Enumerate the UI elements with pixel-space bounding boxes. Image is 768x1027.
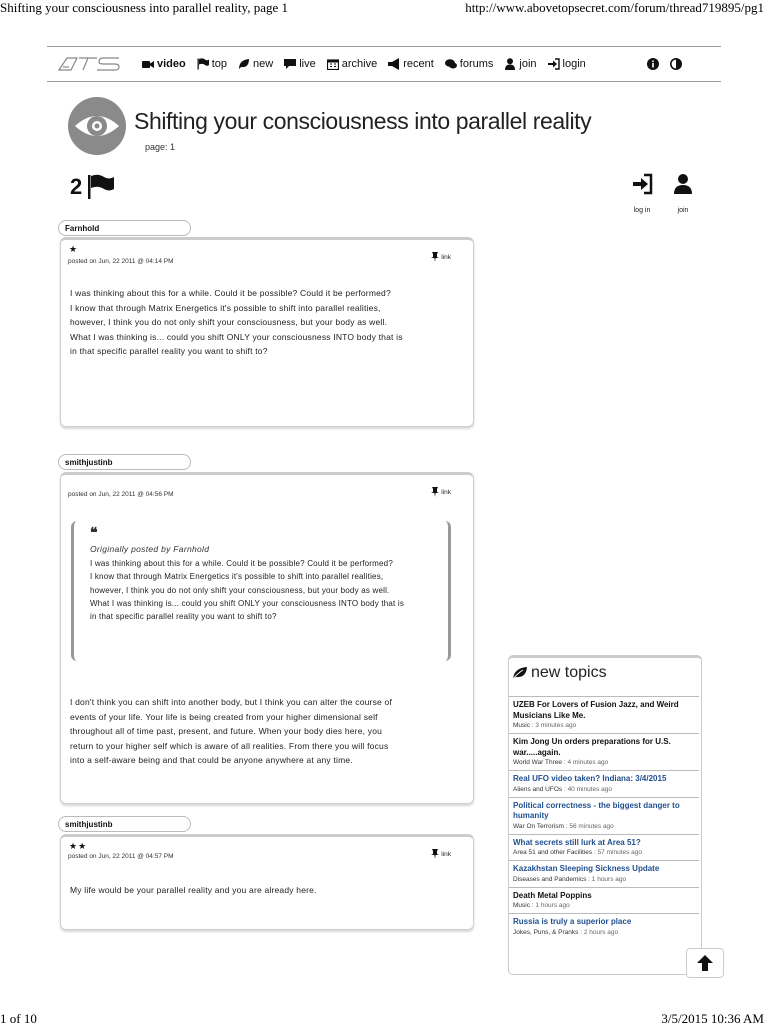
nav-item-live[interactable] xyxy=(284,58,316,70)
new-topic-title[interactable]: Real UFO video taken? Indiana: 3/4/2015 xyxy=(513,774,667,783)
new-topic-time: 4 minutes ago xyxy=(567,759,609,766)
new-topic-time: 1 hours ago xyxy=(591,875,627,883)
post-body xyxy=(70,695,392,768)
comments-icon xyxy=(445,58,457,70)
new-topic-forum[interactable]: Area 51 and other Facilities xyxy=(513,849,593,856)
text-line: I was thinking about this for a while. Could it be possible? Could it be performed? xyxy=(70,288,391,298)
new-topic-title[interactable]: UZEB For Lovers of Fusion Jazz, and Weird Musicians Like Me. xyxy=(513,700,679,720)
rank-stars: ★ xyxy=(69,244,79,254)
text-line: events of your life. Your life is being created from your higher dimensional self xyxy=(70,711,378,722)
text-line: I don't think you can shift into another body, but I think you can alter the course of xyxy=(70,697,393,707)
new-topic-forum[interactable]: Jokes, Puns, & Pranks xyxy=(513,928,579,936)
join-label: join xyxy=(677,207,689,214)
text-line: I know that through Matrix Energetics it's possible to shift into parallel realities, xyxy=(70,302,381,313)
arrow-up-icon xyxy=(696,954,714,972)
post-username[interactable]: smithjustinb xyxy=(58,816,191,832)
nav-item-label: recent xyxy=(403,58,434,70)
text-line: I know that through Matrix Energetics it's possible to shift into parallel realities, xyxy=(90,572,384,582)
new-topic-time: 40 minutes ago xyxy=(567,785,613,793)
new-topic-meta: Aliens and UFOs : 40 minutes ago xyxy=(513,785,613,793)
nav-item-label: login xyxy=(562,58,586,70)
text-line: What I was thinking is... could you shift ONLY your consciousness INTO body that is xyxy=(90,598,405,608)
new-topic-title[interactable]: Political correctness - the biggest danger to humanity xyxy=(513,800,680,820)
new-topic-item[interactable] xyxy=(509,696,699,733)
post-body xyxy=(70,883,317,898)
quote-block xyxy=(71,521,451,661)
new-topic-forum[interactable]: Music xyxy=(513,722,530,729)
nav-item-recent[interactable] xyxy=(388,58,434,70)
join-action-button[interactable] xyxy=(663,173,703,217)
post-link-label: link xyxy=(441,850,451,858)
nav-item-join[interactable] xyxy=(504,58,536,70)
nav-item-label: new xyxy=(253,58,274,70)
new-topic-meta: Area 51 and other Facilities : 57 minutes ago xyxy=(513,849,643,856)
leaf-icon xyxy=(512,666,528,680)
quote-attribution: Originally posted by Farnhold xyxy=(90,544,210,554)
contrast-toggle-icon[interactable] xyxy=(670,58,682,70)
new-topic-time: 2 hours ago xyxy=(583,928,619,936)
new-topic-meta: Jokes, Puns, & Pranks : 2 hours ago xyxy=(513,928,619,936)
nav-item-label: top xyxy=(211,58,228,70)
user-icon xyxy=(672,173,694,195)
forum-post xyxy=(60,237,474,427)
login-label: log in xyxy=(633,207,651,214)
print-header-url: http://www.abovetopsecret.com/forum/thread719895/pg1 xyxy=(465,0,764,15)
new-topics-panel xyxy=(508,655,702,975)
login-action-button[interactable] xyxy=(622,173,662,217)
post-link-label: link xyxy=(441,253,451,261)
new-topics-title: new topics xyxy=(531,664,607,681)
text-line: into a self-aware being and that could be anyone anywhere at any time. xyxy=(70,755,353,765)
new-topic-meta: War On Terrorism : 56 minutes ago xyxy=(513,822,614,830)
new-topic-item[interactable] xyxy=(509,860,699,887)
text-line: however, I think you do not only shift your consciousness, but your body as well. xyxy=(70,317,388,327)
nav-item-label: video xyxy=(157,58,186,70)
nav-item-label: forums xyxy=(459,58,494,70)
new-topic-title[interactable]: Kim Jong Un orders preparations for U.S. war.....again. xyxy=(513,737,671,757)
new-topic-title[interactable]: What secrets still lurk at Area 51? xyxy=(513,837,641,847)
post-link[interactable] xyxy=(431,252,451,262)
nav-item-archive[interactable] xyxy=(327,58,377,70)
post-link-label: link xyxy=(441,488,451,496)
rank-stars: ★★ xyxy=(69,841,88,851)
scroll-to-top-button[interactable] xyxy=(686,948,724,978)
megaphone-icon xyxy=(388,58,400,70)
new-topic-meta: Diseases and Pandemics : 1 hours ago xyxy=(513,875,627,883)
quote-mark: ❝ xyxy=(90,525,98,541)
top-navigation-bar xyxy=(47,46,721,82)
new-topic-item[interactable] xyxy=(509,913,699,940)
ats-logo[interactable] xyxy=(57,56,121,72)
nav-item-label: join xyxy=(519,58,537,70)
nav-item-top[interactable] xyxy=(197,58,227,70)
new-topic-forum[interactable]: Aliens and UFOs xyxy=(513,785,563,793)
post-timestamp: posted on Jun, 22 2011 @ 04:14 PM xyxy=(68,258,174,265)
page-indicator: page: 1 xyxy=(145,142,176,152)
new-topic-meta: Music : 3 minutes ago xyxy=(513,722,577,729)
flag-count: 2 xyxy=(70,174,83,199)
pin-icon xyxy=(431,849,439,859)
text-line: throughout all of time past, present, and future. When your body dies here, you xyxy=(70,726,383,736)
quote-body xyxy=(90,557,404,623)
text-line: I was thinking about this for a while. Could it be possible? Could it be performed? xyxy=(90,559,393,568)
new-topic-forum[interactable]: War On Terrorism xyxy=(513,822,564,830)
text-line: however, I think you do not only shift your consciousness, but your body as well. xyxy=(90,585,390,595)
video-camera-icon xyxy=(142,58,154,70)
post-timestamp: posted on Jun, 22 2011 @ 04:57 PM xyxy=(68,853,174,860)
post-body xyxy=(70,286,403,359)
new-topic-forum[interactable]: Music xyxy=(513,902,530,909)
new-topic-title[interactable]: Death Metal Poppins xyxy=(513,890,592,900)
sign-in-icon xyxy=(548,58,560,70)
print-footer-page: 1 of 10 xyxy=(0,1011,37,1026)
thread-title: Shifting your consciousness into parallel reality xyxy=(134,108,592,134)
new-topic-item[interactable] xyxy=(509,834,699,861)
text-line: My life would be your parallel reality and you are already here. xyxy=(70,885,317,895)
post-timestamp: posted on Jun, 22 2011 @ 04:56 PM xyxy=(68,491,174,498)
new-topics-list xyxy=(509,696,699,940)
print-header-title: Shifting your consciousness into parallel reality, page 1 xyxy=(0,0,288,15)
text-line: in that specific parallel reality you want to shift to? xyxy=(90,612,277,622)
new-topic-time: 56 minutes ago xyxy=(569,822,614,830)
chat-bubble-icon xyxy=(284,58,296,70)
pin-icon xyxy=(431,487,439,497)
nav-item-login[interactable] xyxy=(548,58,586,70)
new-topic-item[interactable] xyxy=(509,770,699,797)
text-line: What I was thinking is... could you shift ONLY your consciousness INTO body that is xyxy=(70,331,403,342)
pin-icon xyxy=(431,252,439,262)
post-link[interactable] xyxy=(431,849,451,859)
calendar-icon xyxy=(327,58,339,70)
flag-thread-icon[interactable] xyxy=(86,174,116,200)
leaf-icon xyxy=(238,58,250,70)
flag-icon xyxy=(197,58,209,70)
new-topic-forum[interactable]: Diseases and Pandemics xyxy=(513,875,587,883)
nav-item-label: archive xyxy=(341,58,378,70)
nav-item-forums[interactable] xyxy=(445,58,494,70)
new-topic-title[interactable]: Kazakhstan Sleeping Sickness Update xyxy=(513,864,660,873)
nav-item-new[interactable] xyxy=(238,58,273,70)
post-username[interactable]: Farnhold xyxy=(58,220,191,236)
nav-item-video[interactable] xyxy=(142,58,186,70)
new-topic-time: 3 minutes ago xyxy=(535,722,577,729)
new-topic-item[interactable] xyxy=(509,797,699,834)
print-footer-datetime: 3/5/2015 10:36 AM xyxy=(661,1011,764,1026)
text-line: in that specific parallel reality you want to shift to? xyxy=(70,346,268,356)
new-topic-meta: Music : 1 hours ago xyxy=(513,902,570,909)
new-topic-meta: World War Three : 4 minutes ago xyxy=(513,759,609,766)
new-topic-title[interactable]: Russia is truly a superior place xyxy=(513,917,632,926)
forum-post xyxy=(60,834,474,930)
post-link[interactable] xyxy=(431,487,451,497)
nav-item-label: live xyxy=(299,58,316,70)
new-topic-forum[interactable]: World War Three xyxy=(513,759,563,766)
forum-post xyxy=(60,472,474,804)
post-username[interactable]: smithjustinb xyxy=(58,454,191,470)
info-icon[interactable] xyxy=(647,58,659,70)
ats-eye-logo-icon xyxy=(67,96,127,156)
text-line: return to your higher self which is aware of all realities. From there you will focus xyxy=(70,740,389,751)
new-topics-heading xyxy=(512,664,607,682)
new-topic-time: 1 hours ago xyxy=(535,902,570,909)
new-topic-time: 57 minutes ago xyxy=(597,849,643,856)
new-topic-item[interactable] xyxy=(509,887,699,914)
new-topic-item[interactable] xyxy=(509,733,699,770)
user-icon xyxy=(504,58,516,70)
sign-in-icon xyxy=(631,173,653,195)
